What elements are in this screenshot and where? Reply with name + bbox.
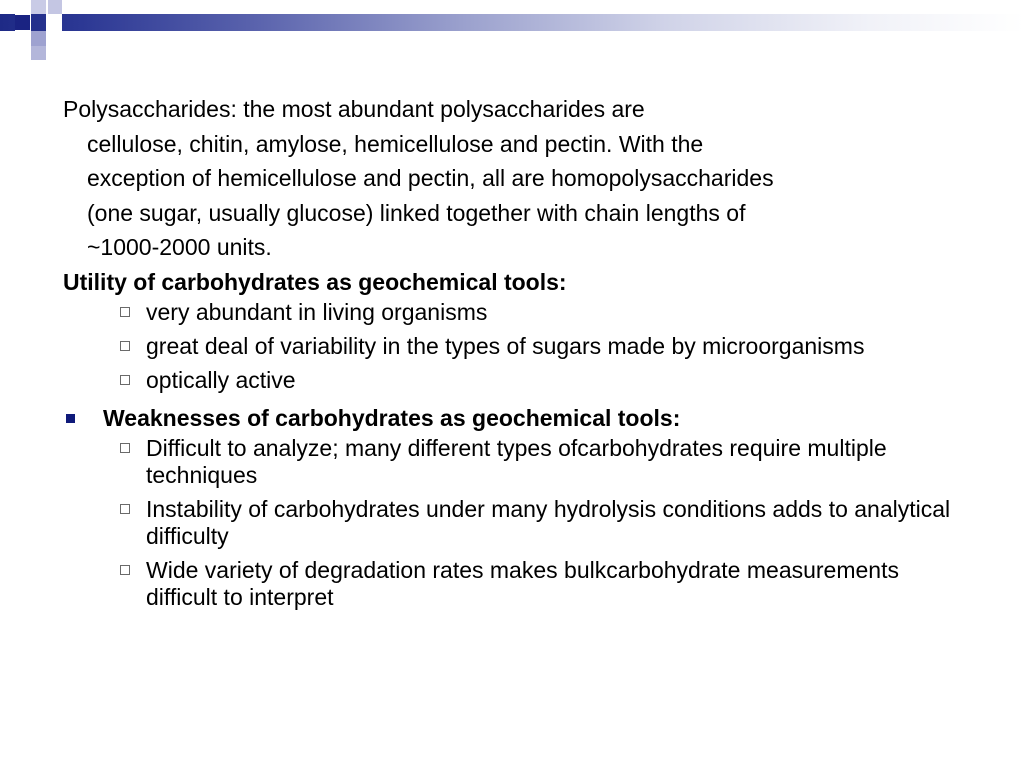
checkbox-bullet-icon [120,341,130,351]
list-item [118,299,963,326]
header-square-light-1 [31,0,46,14]
header-square-light-3 [31,46,46,60]
intro-line: Polysaccharides: the most abundant polysaccharides are [63,96,645,122]
header-gradient-bar [0,14,1024,31]
list-item [118,367,963,394]
slide-content [63,92,963,618]
intro-line: (one sugar, usually glucose) linked together with chain lengths of [87,199,746,226]
header-square-mid [31,31,46,46]
list-item-text: great deal of variability in the types of sugars made by microorganisms [146,332,865,359]
header-square-white-4 [46,31,62,46]
weaknesses-heading-text: Weaknesses of carbohydrates as geochemical tools: [103,404,681,431]
header-square-dark [15,15,30,30]
header-square-light-2 [48,0,62,14]
list-item [118,333,963,360]
checkbox-bullet-icon [120,443,130,453]
intro-line: exception of hemicellulose and pectin, all are homopolysaccharides [87,165,774,191]
list-item [118,435,963,489]
checkbox-bullet-icon [120,504,130,514]
intro-paragraph [63,92,963,265]
intro-line: cellulose, chitin, amylose, hemicellulose and pectin. With the [87,130,704,157]
checkbox-bullet-icon [120,565,130,575]
square-bullet-icon [66,414,75,423]
list-item-text: optically active [146,366,296,393]
header-square-white-2 [62,0,76,14]
list-item [118,496,963,550]
checkbox-bullet-icon [120,375,130,385]
weaknesses-heading [63,401,963,435]
weaknesses-list [63,435,963,611]
list-item-text: Instability of carbohydrates under many hydrolysis conditions adds to analytical difficulty [146,495,951,549]
utility-list [63,299,963,394]
list-item [118,557,963,611]
list-item-text: Wide variety of degradation rates makes bulkcarbohydrate measurements difficult to interpret [146,556,899,610]
intro-line: ~1000-2000 units. [87,234,272,260]
list-item-text: Difficult to analyze; many different types ofcarbohydrates require multiple techniques [146,434,887,488]
header-square-white-3 [46,14,62,31]
list-item-text: very abundant in living organisms [146,298,488,325]
checkbox-bullet-icon [120,307,130,317]
utility-heading: Utility of carbohydrates as geochemical tools: [63,268,567,295]
